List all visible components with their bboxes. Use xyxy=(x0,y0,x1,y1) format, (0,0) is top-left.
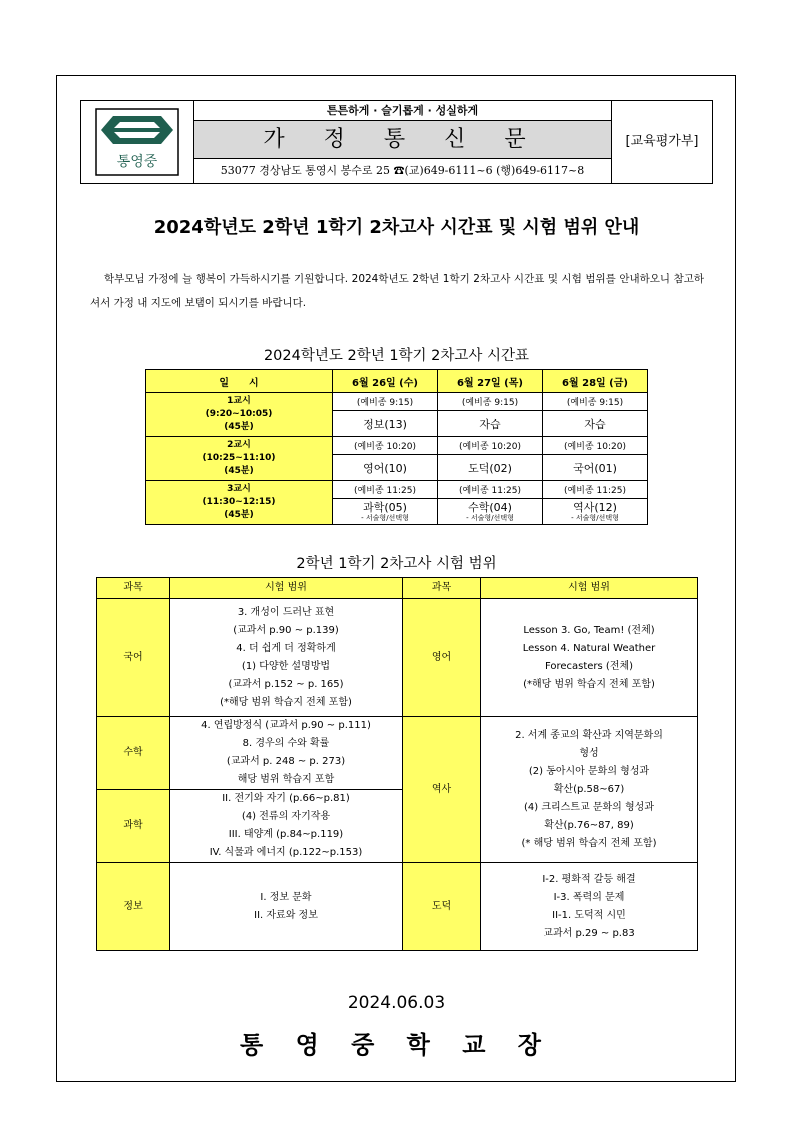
range-line: (4) 크리스트교 문화의 형성과 xyxy=(524,801,654,813)
prep-bell: (예비종 10:20) xyxy=(543,437,648,455)
exam-scope-table xyxy=(96,577,698,951)
range-line: (* 해당 범위 학습지 전체 포함) xyxy=(521,837,657,849)
exam-subject-cell xyxy=(543,499,648,525)
range-line: (교과서 p. 248 ~ p. 273) xyxy=(226,756,346,767)
range-line: I. 정보 문화 xyxy=(260,891,312,903)
range-line: II. 자료와 정보 xyxy=(254,909,318,921)
range-ethics xyxy=(481,863,698,951)
exam-subject: 수학(04) xyxy=(468,501,512,514)
period-name: 2교시 xyxy=(227,440,251,450)
newsletter-title: 가 정 통 신 문 xyxy=(194,121,611,159)
range-line: (2) 동아시아 문화의 형성과 xyxy=(528,765,650,777)
exam-subject: 과학(05) xyxy=(363,501,407,514)
range-line: 8. 경우의 수와 확률 xyxy=(242,738,330,749)
main-title: 2024학년도 2학년 1학기 2차고사 시간표 및 시험 범위 안내 xyxy=(153,217,640,238)
exam-subject: 역사(12) xyxy=(573,501,617,514)
subject-english: 영어 xyxy=(403,599,481,717)
subject-ethics: 도덕 xyxy=(403,863,481,951)
intro-paragraph: 학부모님 가정에 늘 행복이 가득하시기를 기원합니다. 2024학년도 2학년 1학기 2차고사 시간표 및 시험 범위를 안내하오니 참고하셔서 가정 내 지도에 보탬이 되시기를 바랍니다. xyxy=(90,273,704,309)
school-motto: 튼튼하게 · 슬기롭게 · 성실하게 xyxy=(194,101,611,121)
range-line: Lesson 3. Go, Team! (전체) xyxy=(523,624,655,636)
range-line: II-1. 도덕적 시민 xyxy=(552,909,626,921)
range-line: 4. 연립방정식 (교과서 p.90 ~ p.111) xyxy=(201,720,371,731)
range-korean xyxy=(170,599,403,717)
exam-subject: 영어(10) xyxy=(333,455,438,481)
exam-subject-cell xyxy=(333,499,438,525)
exam-subject: 자습 xyxy=(438,411,543,437)
prep-bell: (예비종 9:15) xyxy=(543,393,648,411)
exam-format-note: - 서술형/선택형 xyxy=(466,514,514,522)
prep-bell: (예비종 11:25) xyxy=(543,481,648,499)
subject-science: 과학 xyxy=(97,790,170,863)
issue-date: 2024.06.03 xyxy=(347,993,446,1013)
period-name: 3교시 xyxy=(227,484,251,494)
range-line: Forecasters (전체) xyxy=(544,660,634,672)
range-line: (교과서 p.152 ~ p. 165) xyxy=(228,678,344,690)
range-line: 2. 서계 종교의 확산과 지역문화의 xyxy=(515,729,663,741)
range-line: IV. 식물과 에너지 (p.122~p.153) xyxy=(209,847,363,858)
exam-format-note: - 서술형/선택형 xyxy=(361,514,409,522)
range-line: 해당 범위 학습지 포함 xyxy=(237,774,335,785)
range-history xyxy=(481,717,698,863)
prep-bell: (예비종 11:25) xyxy=(438,481,543,499)
range-line: 3. 개성이 드러난 표현 xyxy=(237,606,335,618)
range-math xyxy=(170,717,403,790)
range-header: 시험 범위 xyxy=(481,578,698,599)
range-info xyxy=(170,863,403,951)
subject-header: 과목 xyxy=(403,578,481,599)
logo-text: 통영중 xyxy=(116,154,158,170)
range-line: I-2. 평화적 갈등 해결 xyxy=(542,873,636,885)
period-cell xyxy=(146,481,333,525)
period-cell xyxy=(146,393,333,437)
prep-bell: (예비종 9:15) xyxy=(438,393,543,411)
range-line: 확산(p.58~67) xyxy=(553,783,625,795)
subject-history: 역사 xyxy=(403,717,481,863)
logo-cell xyxy=(81,101,194,183)
period-time: (10:25~11:10) xyxy=(202,453,276,463)
exam-subject: 국어(01) xyxy=(543,455,648,481)
period-time: (11:30~12:15) xyxy=(202,497,276,507)
subject-info: 정보 xyxy=(97,863,170,951)
range-line: III. 태양계 (p.84~p.119) xyxy=(228,829,344,840)
prep-bell: (예비종 11:25) xyxy=(333,481,438,499)
period-duration: (45분) xyxy=(224,422,254,432)
range-english xyxy=(481,599,698,717)
timetable-header-row xyxy=(146,370,648,393)
exam-timetable xyxy=(145,369,648,525)
range-line: (*해당 범위 학습지 전체 포함) xyxy=(220,696,352,708)
department-label: [교육평가부] xyxy=(611,101,712,183)
range-line: Lesson 4. Natural Weather xyxy=(522,642,656,654)
exam-format-note: - 서술형/선택형 xyxy=(571,514,619,522)
range-line: I-3. 폭력의 문제 xyxy=(553,891,625,903)
prep-bell: (예비종 10:20) xyxy=(333,437,438,455)
range-line: (교과서 p.90 ~ p.139) xyxy=(233,624,339,636)
day-header: 6월 28일 (금) xyxy=(543,370,648,393)
timetable-corner: 일 시 xyxy=(146,370,333,393)
period-cell xyxy=(146,437,333,481)
day-header: 6월 26일 (수) xyxy=(333,370,438,393)
range-line: 확산(p.76~87, 89) xyxy=(544,819,634,831)
subject-header: 과목 xyxy=(97,578,170,599)
school-address: 53077 경상남도 통영시 봉수로 25 ☎(교)649-6111~6 (행)649-6117~8 xyxy=(220,164,585,177)
exam-subject: 정보(13) xyxy=(333,411,438,437)
prep-bell: (예비종 9:15) xyxy=(333,393,438,411)
exam-subject-cell xyxy=(438,499,543,525)
newsletter-header xyxy=(80,100,713,184)
school-logo xyxy=(95,108,179,176)
range-line: (*해당 범위 학습지 전체 포함) xyxy=(523,678,655,690)
range-line: 교과서 p.29 ~ p.83 xyxy=(543,927,635,939)
exam-subject: 자습 xyxy=(543,411,648,437)
range-header: 시험 범위 xyxy=(170,578,403,599)
range-line: (4) 전류의 자기작용 xyxy=(241,811,331,822)
range-line: 형성 xyxy=(579,747,599,759)
timetable-title: 2024학년도 2학년 1학기 2차고사 시간표 xyxy=(263,348,530,364)
exam-subject: 도덕(02) xyxy=(438,455,543,481)
range-line: II. 전기와 자기 (p.66~p.81) xyxy=(222,793,350,804)
range-line: 4. 더 쉽게 더 정확하게 xyxy=(236,642,336,654)
period-duration: (45분) xyxy=(224,510,254,520)
day-header: 6월 27일 (목) xyxy=(438,370,543,393)
prep-bell: (예비종 10:20) xyxy=(438,437,543,455)
period-name: 1교시 xyxy=(227,396,251,406)
scope-title: 2학년 1학기 2차고사 시험 범위 xyxy=(296,556,497,572)
range-science xyxy=(170,790,403,863)
principal-signature: 통 영 중 학 교 장 xyxy=(240,1030,553,1059)
period-duration: (45분) xyxy=(224,466,254,476)
subject-math: 수학 xyxy=(97,717,170,790)
subject-korean: 국어 xyxy=(97,599,170,717)
period-time: (9:20~10:05) xyxy=(205,409,273,419)
range-line: (1) 다양한 설명방법 xyxy=(241,660,331,672)
